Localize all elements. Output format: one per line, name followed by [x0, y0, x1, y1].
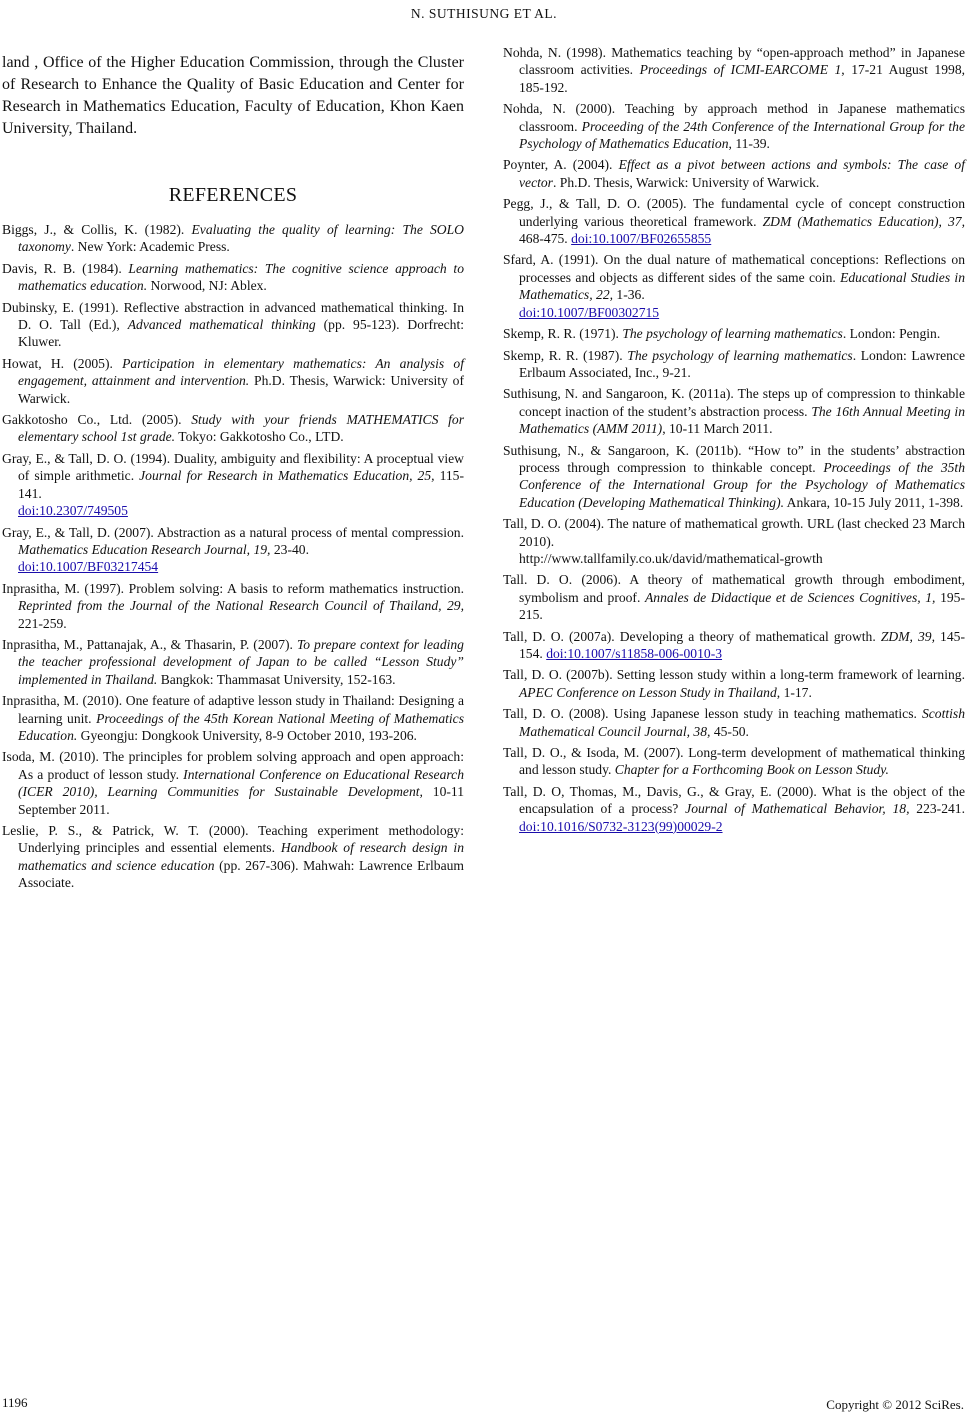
reference-source-title: Proceeding of the 24th Conference of the International Group for the Psychology of Mathematics Education	[519, 118, 965, 152]
reference-text: Tall, D. O., & Isoda, M. (2007). Long-term development of mathematical thinking and lesson study.	[503, 745, 965, 778]
reference-details: Ankara, 10-15 July 2011, 1-398.	[784, 494, 964, 510]
reference-source-title: Educational Studies in Mathematics, 22,	[519, 269, 965, 303]
reference-source-title: The 16th Annual Meeting in Mathematics (AMM 2011)	[519, 403, 965, 437]
reference-entry	[503, 44, 965, 96]
reference-entry	[503, 666, 965, 701]
reference-details: Gyeongju: Dongkook University, 8-9 October 2010, 193-206.	[77, 727, 417, 743]
reference-source-title: International Conference on Educational Research (ICER 2010), Learning Communities for Sustainable Development,	[18, 766, 464, 800]
reference-entry	[2, 221, 464, 256]
reference-source-title: To prepare context for leading the teacher professional development of Japan to be called “Lesson Study” implemented in Thailand.	[18, 636, 464, 687]
reference-text: Tall, D. O, Thomas, M., Davis, G., & Gray, E. (2000). What is the object of the encapsulation of a process?	[503, 783, 965, 817]
reference-entry	[2, 636, 464, 688]
reference-entry	[503, 515, 965, 567]
reference-text: Howat, H. (2005).	[2, 355, 123, 371]
reference-text: Gray, E., & Tall, D. O. (1994). Duality, ambiguity and flexibility: A proceptual view of simple arithmetic.	[2, 450, 464, 484]
reference-source-title: The psychology of learning mathematics	[622, 326, 843, 342]
reference-text: Gray, E., & Tall, D. (2007). Abstraction as a natural process of mental compression.	[2, 524, 464, 540]
reference-source-title: Journal for Research in Mathematics Education, 25,	[139, 468, 435, 484]
reference-source-title: Annales de Didactique et de Sciences Cognitives, 1,	[644, 589, 936, 605]
reference-text: Inprasitha, M., Pattanajak, A., & Thasarin, P. (2007).	[2, 636, 297, 652]
reference-entry	[503, 442, 965, 512]
reference-text: Skemp, R. R. (1971).	[503, 326, 623, 342]
reference-text: Sfard, A. (1991). On the dual nature of mathematical conceptions: Reflections on processes and objects as different sides of the same coin.	[503, 252, 965, 285]
reference-source-title: ZDM, 39,	[880, 628, 935, 644]
reference-details: Norwood, NJ: Ablex.	[147, 278, 267, 294]
reference-entry	[503, 744, 965, 779]
references-list-right	[503, 44, 965, 835]
reference-details: , 17-21 August 1998, 185-192.	[519, 62, 966, 95]
reference-source-title: Proceedings of the 45th Korean National Meeting of Mathematics Education.	[18, 710, 464, 743]
reference-source-title: ZDM (Mathematics Education), 37,	[762, 213, 965, 229]
doi-link[interactable]: doi:10.1016/S0732-3123(99)00029-2	[519, 818, 723, 834]
reference-text: Isoda, M. (2010). The principles for problem solving approach and open approach: As a product of lesson study.	[2, 749, 464, 782]
reference-entry	[503, 385, 965, 437]
reference-text: Tall, D. O. (2007a). Developing a theory of mathematical growth.	[503, 628, 881, 644]
reference-source-title: Proceedings of the 35th Conference of the International Group for the Psychology of Mathematics Education (Developing Mathematical Thinking).	[519, 459, 965, 510]
reference-source-title: Effect as a pivot between actions and symbols: The case of vector	[519, 157, 965, 190]
reference-details: Ph.D. Thesis, Warwick: University of Warwick.	[18, 373, 464, 406]
reference-text: Davis, R. B. (1984).	[2, 260, 129, 276]
reference-entry	[2, 355, 464, 407]
reference-entry	[503, 195, 965, 247]
reference-details: (pp. 267-306). Mahwah: Lawrence Erlbaum Associate.	[18, 857, 464, 891]
reference-source-title: Handbook of research design in mathematics and science education	[18, 840, 464, 873]
references-heading: REFERENCES	[168, 184, 298, 206]
reference-text: Biggs, J., & Collis, K. (1982).	[2, 222, 192, 237]
reference-details: . London: Pengin.	[842, 326, 941, 342]
reference-text: Suthisung, N. and Sangaroon, K. (2011a). The steps up of compression to thinkable concept inaction of the student’s abstraction process.	[503, 386, 965, 419]
reference-source-title: Participation in elementary mathematics: An analysis of engagement, attainment and intervention.	[18, 355, 464, 389]
reference-entry	[2, 748, 464, 818]
reference-source-title: Mathematics Education Research Journal, 19,	[18, 541, 271, 557]
page-number: 1196	[2, 1395, 28, 1410]
reference-text: Tall, D. O. (2004). The nature of mathematical growth. URL (last checked 23 March 2010).	[503, 516, 965, 549]
reference-details: , 1-17.	[776, 684, 812, 700]
reference-entry	[2, 524, 464, 576]
reference-entry	[503, 628, 965, 663]
reference-entry	[503, 100, 965, 152]
reference-entry	[2, 580, 464, 632]
reference-source-title: The psychology of learning mathematics	[627, 347, 853, 363]
reference-details: , 11-39.	[728, 136, 770, 152]
right-column	[503, 44, 965, 839]
reference-entry	[2, 260, 464, 295]
reference-details: 115-141.	[18, 468, 464, 501]
reference-details: . London: Lawrence Erlbaum Associated, Inc., 9-21.	[519, 347, 965, 380]
reference-details: 145-154.	[519, 628, 965, 661]
reference-text: Pegg, J., & Tall, D. O. (2005). The fundamental cycle of concept construction underlying various theoretical framework.	[503, 196, 965, 229]
reference-text: Nohda, N. (2000). Teaching by approach method in Japanese mathematics classroom.	[503, 101, 965, 134]
reference-text: Tall, D. O. (2008). Using Japanese lesson study in teaching mathematics.	[503, 706, 922, 722]
reference-details: 223-241.	[909, 801, 966, 817]
running-header: N. SUTHISUNG ET AL.	[410, 6, 558, 21]
reference-details: . Ph.D. Thesis, Warwick: University of Warwick.	[552, 174, 820, 190]
reference-source-title: Reprinted from the Journal of the National Research Council of Thailand, 29,	[18, 598, 464, 614]
reference-source-title: Study with your friends MATHEMATICS for elementary school 1st grade.	[18, 412, 464, 445]
references-list-left	[2, 221, 464, 892]
reference-text: Nohda, N. (1998). Mathematics teaching by “open-approach method” in Japanese classroom activities.	[503, 45, 965, 78]
reference-details: 45-50.	[710, 723, 749, 739]
reference-details: Tokyo: Gakkotosho Co., LTD.	[175, 429, 344, 445]
reference-details: , 10-11 March 2011.	[662, 421, 773, 437]
reference-entry	[503, 156, 965, 191]
reference-entry	[2, 822, 464, 892]
reference-details: . New York: Academic Press.	[70, 239, 230, 255]
reference-text: Inprasitha, M. (1997). Problem solving: A basis to reform mathematics instruction.	[2, 580, 464, 596]
copyright-notice: Copyright © 2012 SciRes.	[826, 1397, 964, 1412]
doi-link[interactable]: doi:10.1007/BF00302715	[519, 304, 660, 320]
reference-entry	[503, 705, 965, 740]
reference-entry	[503, 347, 965, 382]
reference-text: Poynter, A. (2004).	[503, 157, 619, 173]
doi-link[interactable]: doi:10.1007/BF03217454	[18, 559, 159, 575]
reference-entry	[2, 299, 464, 351]
reference-source-title: Chapter for a Forthcoming Book on Lesson Study.	[614, 762, 889, 778]
reference-source-title: Learning mathematics: The cognitive science approach to mathematics education.	[18, 260, 464, 294]
left-column	[2, 52, 464, 896]
reference-text: Inprasitha, M. (2010). One feature of adaptive lesson study in Thailand: Designing a learning unit.	[2, 693, 464, 726]
reference-details: 195-215.	[519, 589, 965, 623]
reference-details: (pp. 95-123). Dorfrecht: Kluwer.	[18, 317, 465, 350]
reference-entry	[2, 411, 464, 446]
reference-details: 221-259.	[18, 615, 67, 631]
reference-source-title: Journal of Mathematical Behavior, 18,	[685, 801, 910, 817]
doi-link[interactable]: doi:10.1007/BF02655855	[571, 231, 712, 247]
reference-source-title: Scottish Mathematical Council Journal, 38,	[519, 706, 965, 739]
reference-entry	[2, 450, 464, 520]
reference-details: Bangkok: Thammasat University, 152-163.	[157, 671, 396, 687]
reference-entry	[503, 325, 965, 342]
reference-text: Tall. D. O. (2006). A theory of mathematical growth through embodiment, symbolism and proof.	[503, 572, 965, 605]
reference-url[interactable]: http://www.tallfamily.co.uk/david/mathematical-growth	[519, 550, 823, 566]
reference-details: 468-475.	[519, 231, 572, 247]
reference-entry	[503, 571, 965, 623]
reference-details: 23-40.	[270, 541, 309, 557]
reference-text: Gakkotosho Co., Ltd. (2005).	[2, 412, 192, 428]
doi-link[interactable]: doi:10.1007/s11858-006-0010-3	[546, 646, 723, 661]
reference-text: Dubinsky, E. (1991). Reflective abstraction in advanced mathematical thinking. In D. O. Tall (Ed.),	[2, 299, 464, 333]
reference-entry	[503, 783, 965, 835]
doi-link[interactable]: doi:10.2307/749505	[18, 503, 128, 519]
acknowledgement-text: land , Office of the Higher Education Commission, through the Cluster of Research to Enhance the Quality of Basic Education and Center for Research in Mathematics Education, Faculty of Education, Khon Kaen University, Thailand.	[2, 54, 464, 137]
reference-source-title: Proceedings of ICMI-EARCOME 1	[639, 62, 842, 78]
reference-text: Leslie, P. S., & Patrick, W. T. (2000). Teaching experiment methodology: Underlying principles and essential elements.	[2, 823, 464, 856]
reference-text: Suthisung, N., & Sangaroon, K. (2011b). “How to” in the students’ abstraction process through compression to thinkable concept.	[503, 442, 965, 475]
reference-source-title: APEC Conference on Lesson Study in Thailand	[519, 684, 777, 700]
reference-entry	[503, 251, 965, 321]
reference-source-title: Evaluating the quality of learning: The SOLO taxonomy	[18, 222, 464, 255]
reference-source-title: Advanced mathematical thinking	[127, 317, 316, 333]
reference-details: 10-11 September 2011.	[18, 784, 464, 817]
reference-text: Tall, D. O. (2007b). Setting lesson study within a long-term framework of learning.	[503, 667, 965, 683]
reference-text: Skemp, R. R. (1987).	[503, 347, 628, 363]
reference-details: 1-36.	[613, 287, 645, 303]
reference-entry	[2, 692, 464, 744]
